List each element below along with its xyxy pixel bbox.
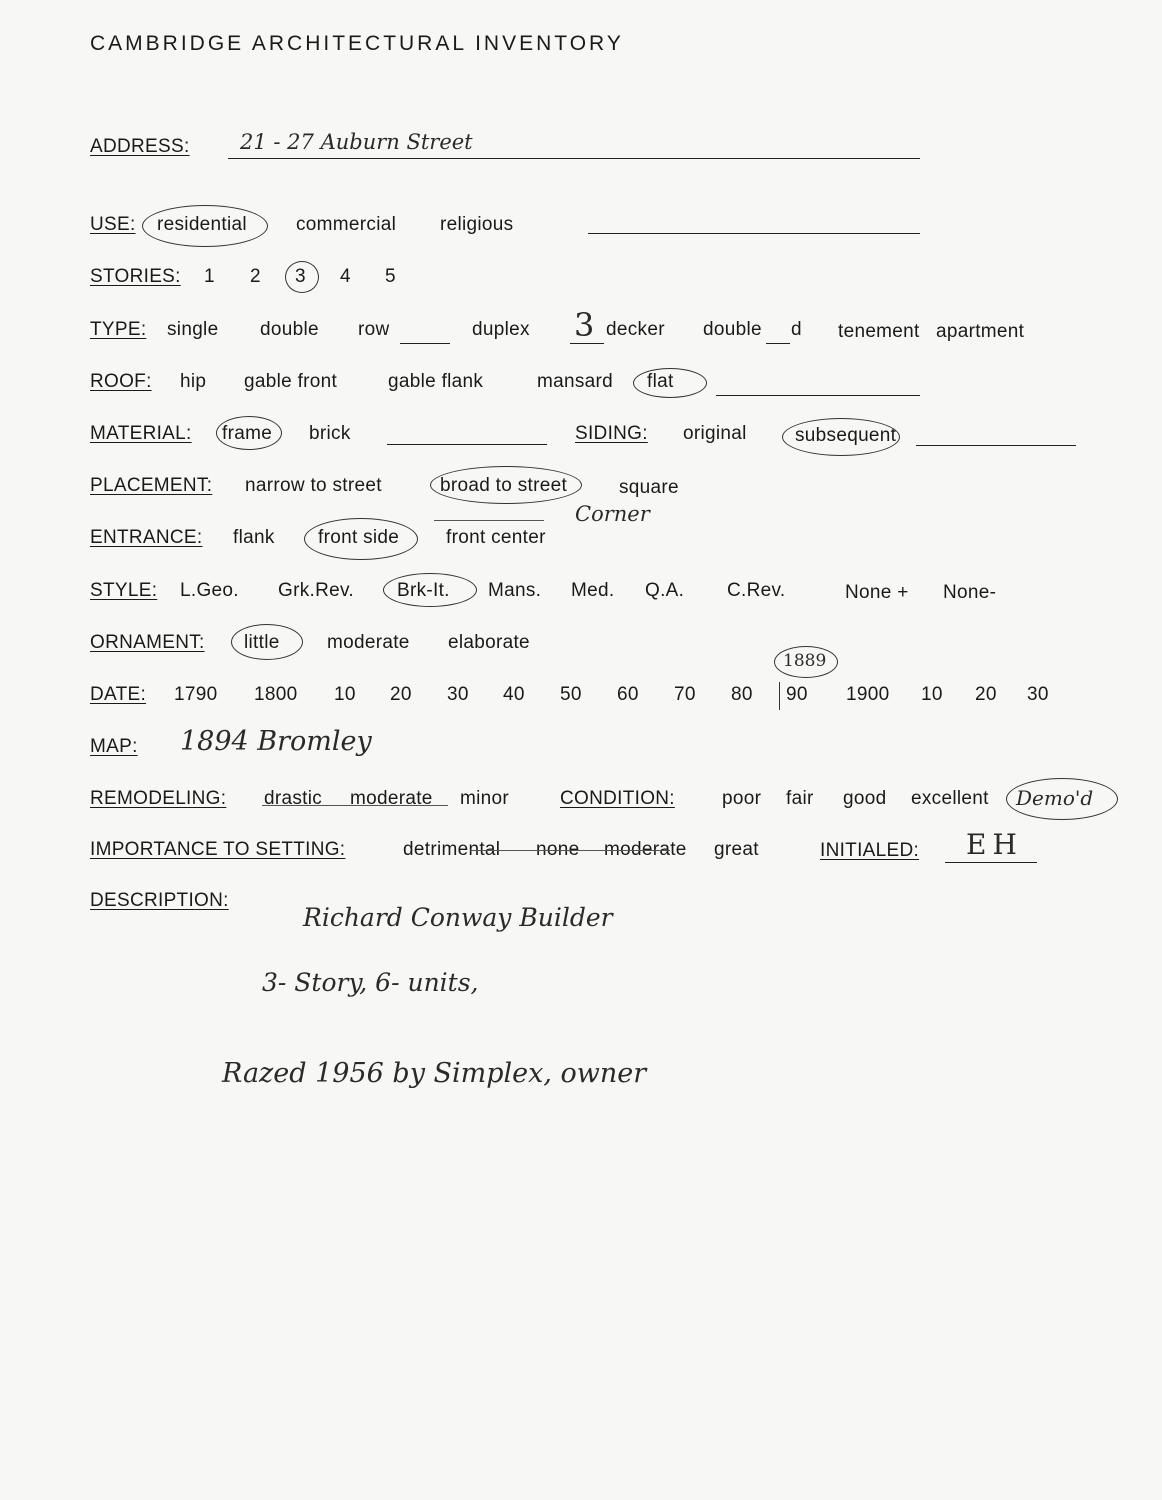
date-note-circle xyxy=(774,646,838,678)
type-label: TYPE: xyxy=(90,319,147,340)
stories-option-5: 5 xyxy=(385,266,396,287)
style-option-grkrev: Grk.Rev. xyxy=(278,580,354,601)
placement-selection-circle xyxy=(430,466,582,504)
condition-note-demod: Demo'd xyxy=(1016,786,1094,810)
initialed-line xyxy=(945,862,1037,863)
roof-option-mansard: mansard xyxy=(537,371,614,392)
material-label: MATERIAL: xyxy=(90,423,192,444)
roof-option-hip: hip xyxy=(180,371,207,392)
form-title: CAMBRIDGE ARCHITECTURAL INVENTORY xyxy=(90,32,624,55)
address-line xyxy=(228,158,920,159)
material-option-brick: brick xyxy=(309,423,351,444)
roof-option-gable-flank: gable flank xyxy=(388,371,484,392)
type-double-d-blank xyxy=(766,343,790,344)
entrance-option-front-center: front center xyxy=(446,527,546,548)
description-line-1: Richard Conway Builder xyxy=(303,903,613,932)
roof-label: ROOF: xyxy=(90,371,152,392)
stories-option-2: 2 xyxy=(250,266,261,287)
importance-label: IMPORTANCE TO SETTING: xyxy=(90,839,346,860)
remodeling-label: REMODELING: xyxy=(90,788,227,809)
placement-label: PLACEMENT: xyxy=(90,475,213,496)
use-blank xyxy=(588,233,920,234)
ornament-option-moderate: moderate xyxy=(327,632,410,653)
entrance-selection-circle xyxy=(304,518,418,560)
siding-option-original: original xyxy=(683,423,747,444)
date-option-50: 50 xyxy=(560,684,582,705)
roof-selection-circle xyxy=(633,368,707,398)
description-label: DESCRIPTION: xyxy=(90,890,229,911)
importance-option-moderate: moderate xyxy=(604,839,687,860)
type-option-double-d: double xyxy=(703,319,762,340)
condition-option-poor: poor xyxy=(722,788,762,809)
entrance-note-corner: Corner xyxy=(575,502,650,526)
date-option-90: 90 xyxy=(786,684,808,705)
siding-blank xyxy=(916,445,1076,446)
roof-blank xyxy=(716,395,920,396)
stories-selection-circle xyxy=(285,261,319,293)
description-line-2: 3- Story, 6- units, xyxy=(262,968,479,997)
date-option-40: 40 xyxy=(503,684,525,705)
condition-option-good: good xyxy=(843,788,887,809)
importance-strike xyxy=(470,850,670,851)
roof-option-flat: flat xyxy=(647,371,674,392)
style-option-none-plus: None + xyxy=(845,582,909,603)
map-label: MAP: xyxy=(90,736,138,757)
date-label: DATE: xyxy=(90,684,147,705)
entrance-option-front-side: front side xyxy=(318,527,400,548)
use-option-commercial: commercial xyxy=(296,214,397,235)
use-selection-circle xyxy=(142,205,268,247)
condition-label: CONDITION: xyxy=(560,788,675,809)
type-option-duplex: duplex xyxy=(472,319,530,340)
date-option-20: 20 xyxy=(390,684,412,705)
address-label: ADDRESS: xyxy=(90,136,190,157)
date-option-1800: 1800 xyxy=(254,684,298,705)
stories-label: STORIES: xyxy=(90,266,181,287)
initialed-label: INITIALED: xyxy=(820,840,920,861)
ornament-option-elaborate: elaborate xyxy=(448,632,530,653)
entrance-note-stroke xyxy=(434,520,544,521)
placement-option-broad: broad to street xyxy=(440,475,568,496)
style-option-crev: C.Rev. xyxy=(727,580,786,601)
style-option-brkit: Brk-It. xyxy=(397,580,450,601)
style-option-lgeo: L.Geo. xyxy=(180,580,239,601)
use-option-religious: religious xyxy=(440,214,514,235)
date-option-20b: 20 xyxy=(975,684,997,705)
date-note-1889: 1889 xyxy=(783,651,827,671)
map-value: 1894 Bromley xyxy=(180,726,372,757)
initialed-value: EH xyxy=(966,828,1023,861)
type-option-single: single xyxy=(167,319,219,340)
importance-option-none: none xyxy=(536,839,580,860)
date-option-1790: 1790 xyxy=(174,684,218,705)
style-option-qa: Q.A. xyxy=(645,580,685,601)
material-blank xyxy=(387,444,547,445)
date-option-1900: 1900 xyxy=(846,684,890,705)
ornament-option-little: little xyxy=(244,632,280,653)
remodeling-option-minor: minor xyxy=(460,788,510,809)
style-selection-circle xyxy=(383,573,477,607)
siding-label: SIDING: xyxy=(575,423,648,444)
type-option-apartment: apartment xyxy=(936,321,1025,342)
stories-option-3: 3 xyxy=(295,266,306,287)
address-value: 21 - 27 Auburn Street xyxy=(240,130,473,154)
use-option-residential: residential xyxy=(157,214,247,235)
stories-option-4: 4 xyxy=(340,266,351,287)
material-option-frame: frame xyxy=(222,423,273,444)
type-row-blank xyxy=(400,343,450,344)
type-option-double: double xyxy=(260,319,319,340)
ornament-selection-circle xyxy=(231,624,303,660)
type-option-decker: decker xyxy=(606,319,665,340)
remodeling-strike xyxy=(262,805,448,806)
style-label: STYLE: xyxy=(90,580,158,601)
type-option-d: d xyxy=(791,319,802,340)
description-line-3: Razed 1956 by Simplex, owner xyxy=(222,1058,647,1089)
condition-note-circle xyxy=(1006,778,1118,820)
placement-option-square: square xyxy=(619,477,679,498)
siding-selection-circle xyxy=(782,418,900,456)
date-option-80: 80 xyxy=(731,684,753,705)
ornament-label: ORNAMENT: xyxy=(90,632,205,653)
condition-option-excellent: excellent xyxy=(911,788,989,809)
date-option-30: 30 xyxy=(447,684,469,705)
stories-option-1: 1 xyxy=(204,266,215,287)
style-option-med: Med. xyxy=(571,580,615,601)
placement-option-narrow: narrow to street xyxy=(245,475,382,496)
importance-option-detrimental: detrimental xyxy=(403,839,501,860)
roof-option-gable-front: gable front xyxy=(244,371,338,392)
type-decker-number: 3 xyxy=(574,306,595,344)
type-option-row: row xyxy=(358,319,390,340)
use-label: USE: xyxy=(90,214,136,235)
remodeling-option-drastic: drastic xyxy=(264,788,323,809)
style-option-none-minus: None- xyxy=(943,582,997,603)
type-option-tenement: tenement xyxy=(838,321,920,342)
date-mark-tick xyxy=(779,682,780,710)
condition-option-fair: fair xyxy=(786,788,814,809)
date-option-10: 10 xyxy=(334,684,356,705)
remodeling-option-moderate: moderate xyxy=(350,788,433,809)
material-selection-circle xyxy=(216,416,282,450)
entrance-label: ENTRANCE: xyxy=(90,527,203,548)
date-option-10b: 10 xyxy=(921,684,943,705)
importance-option-great: great xyxy=(714,839,759,860)
date-option-60: 60 xyxy=(617,684,639,705)
style-option-mans: Mans. xyxy=(488,580,542,601)
date-option-30b: 30 xyxy=(1027,684,1049,705)
date-option-70: 70 xyxy=(674,684,696,705)
siding-option-subsequent: subsequent xyxy=(795,425,897,446)
entrance-option-flank: flank xyxy=(233,527,275,548)
